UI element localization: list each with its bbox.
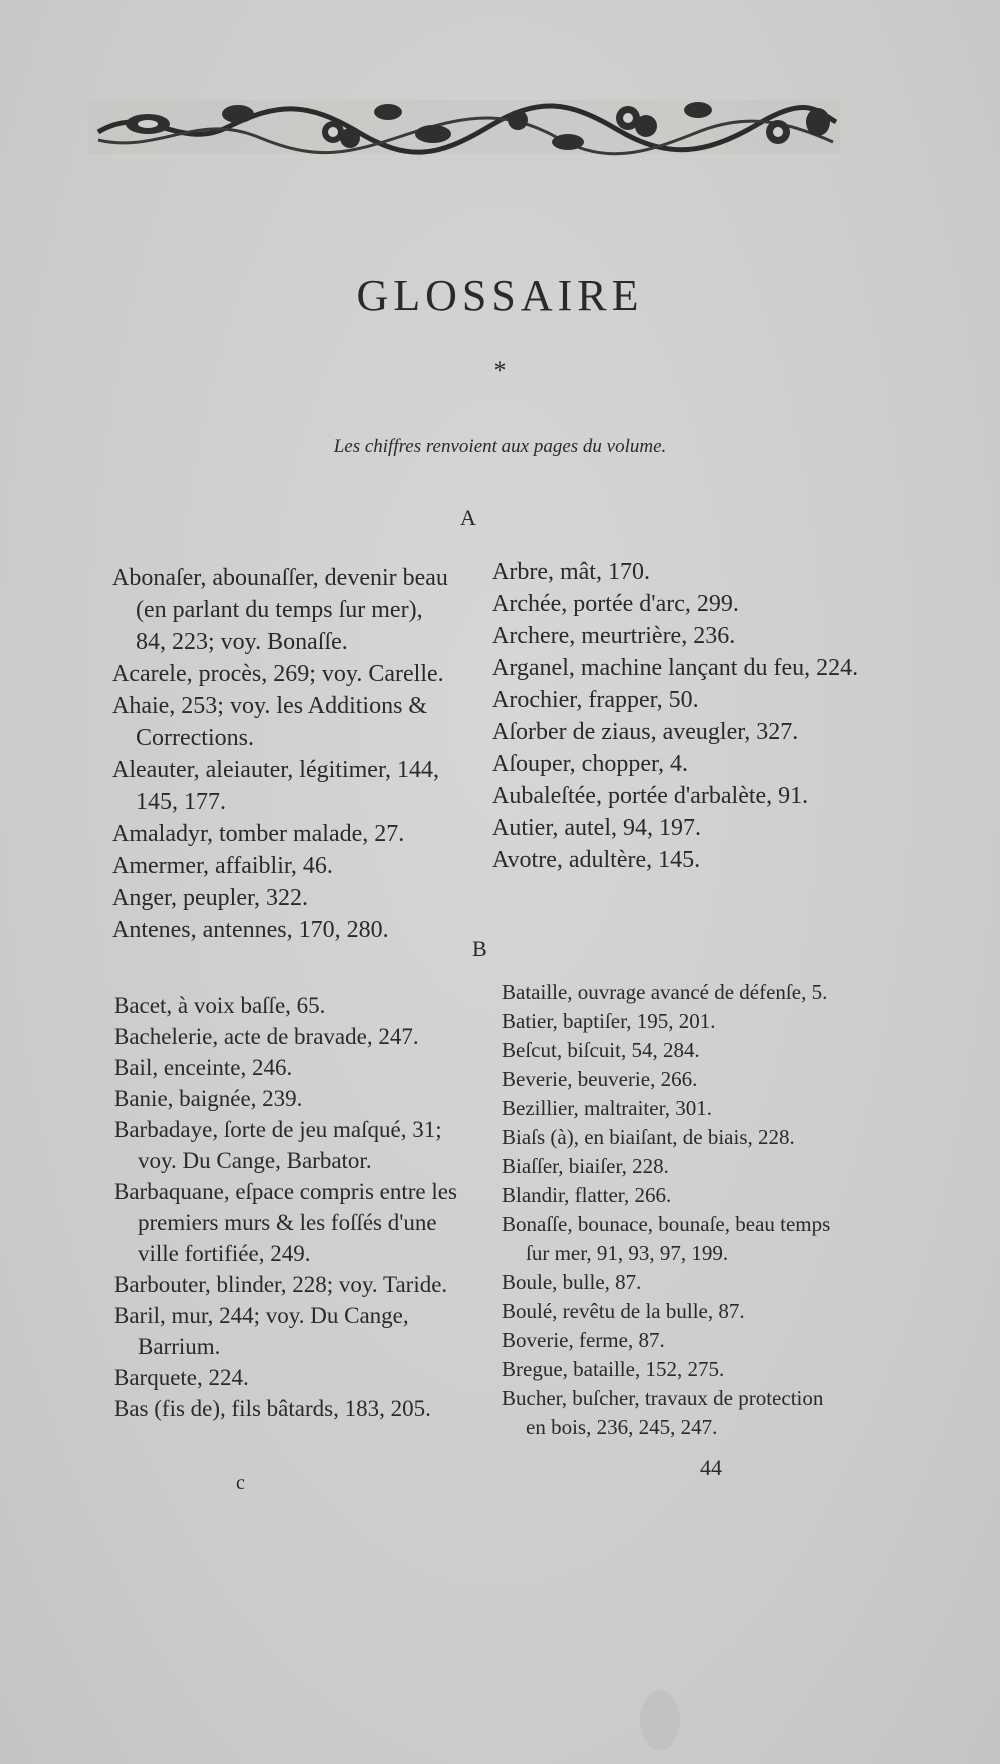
glossary-entry: Arbre, mât, 170. <box>492 559 650 585</box>
glossary-entry: Barbadaye, ſorte de jeu maſqué, 31; voy. Du Cange, Barbator. <box>114 1117 442 1173</box>
paper-stain <box>640 1690 680 1750</box>
glossary-entry: Aſouper, chopper, 4. <box>492 751 689 777</box>
glossary-entry: Baril, mur, 244; voy. Du Cange, Barrium. <box>114 1303 409 1359</box>
glossary-entry: Aubaleſtée, portée d'arbalète, 91. <box>492 783 809 809</box>
glossary-entry: Batier, baptiſer, 195, 201. <box>502 1009 716 1033</box>
glossary-entry: Acarele, procès, 269; voy. Carelle. <box>112 661 444 687</box>
glossary-entry: Aſorber de ziaus, aveugler, 327. <box>492 719 799 745</box>
glossary-entry: Autier, autel, 94, 197. <box>492 815 701 841</box>
glossary-entry: Bataille, ouvrage avancé de défenſe, 5. <box>502 980 828 1004</box>
glossary-entry: Barbaquane, eſpace compris entre les premiers murs & les foſſés d'une ville fortifiée, 249. <box>114 1179 457 1266</box>
glossary-entry: Bonaſſe, bounace, bounaſe, beau temps ſur mer, 91, 93, 97, 199. <box>502 1212 831 1265</box>
glossary-entry: Bachelerie, acte de bravade, 247. <box>114 1024 419 1049</box>
floral-headband-ornament <box>88 92 840 162</box>
glossary-entry: Barquete, 224. <box>114 1365 249 1390</box>
glossary-entry: Abonaſer, abounaſſer, devenir beau (en parlant du temps ſur mer), 84, 223; voy. Bonaſſe. <box>112 565 448 655</box>
glossary-entry: Banie, baignée, 239. <box>114 1086 303 1111</box>
glossary-entry: Avotre, adultère, 145. <box>492 847 701 873</box>
glossary-entry: Antenes, antennes, 170, 280. <box>112 917 389 943</box>
glossary-entry: Boverie, ferme, 87. <box>502 1328 665 1352</box>
section-a-left-column <box>112 562 452 946</box>
section-b-left-column <box>114 990 469 1424</box>
glossary-entry: Bas (fis de), fils bâtards, 183, 205. <box>114 1396 431 1421</box>
glossary-entry: Archere, meurtrière, 236. <box>492 623 736 649</box>
asterisk-separator: * <box>493 356 507 385</box>
section-a-right-column <box>492 556 872 876</box>
glossary-entry: Biaſſer, biaiſer, 228. <box>502 1154 669 1178</box>
glossary-entry: Bezillier, maltraiter, 301. <box>502 1096 712 1120</box>
glossary-entry: Amermer, affaiblir, 46. <box>112 853 333 879</box>
section-letter-a: A <box>460 505 476 530</box>
glossary-entry: Bucher, buſcher, travaux de protection en bois, 236, 245, 247. <box>502 1386 824 1439</box>
glossary-entry: Biaſs (à), en biaiſant, de biais, 228. <box>502 1125 795 1149</box>
glossary-entry: Barbouter, blinder, 228; voy. Taride. <box>114 1272 448 1297</box>
signature-mark: c <box>236 1472 245 1494</box>
glossary-entry: Ahaie, 253; voy. les Additions & Corrections. <box>112 693 428 751</box>
glossary-entry: Anger, peupler, 322. <box>112 885 309 911</box>
page-number: 44 <box>700 1455 722 1480</box>
glossary-entry: Arochier, frapper, 50. <box>492 687 699 713</box>
glossary-entry: Arganel, machine lançant du feu, 224. <box>492 655 859 681</box>
page-note: Les chiffres renvoient aux pages du volume. <box>333 436 667 457</box>
section-letter-b: B <box>472 936 487 961</box>
glossary-entry: Beſcut, biſcuit, 54, 284. <box>502 1038 700 1062</box>
glossary-entry: Beverie, beuverie, 266. <box>502 1067 698 1091</box>
glossary-entry: Bregue, bataille, 152, 275. <box>502 1357 725 1381</box>
glossary-entry: Archée, portée d'arc, 299. <box>492 591 739 617</box>
glossary-entry: Boulé, revêtu de la bulle, 87. <box>502 1299 745 1323</box>
glossary-entry: Bail, enceinte, 246. <box>114 1055 293 1080</box>
glossary-entry: Blandir, flatter, 266. <box>502 1183 672 1207</box>
glossary-entry: Boule, bulle, 87. <box>502 1270 642 1294</box>
glossary-entry: Amaladyr, tomber malade, 27. <box>112 821 405 847</box>
glossary-entry: Aleauter, aleiauter, légitimer, 144, 145, 177. <box>112 757 439 815</box>
page-title: GLOSSAIRE <box>356 271 644 320</box>
section-b-right-column <box>502 978 842 1442</box>
glossary-entry: Bacet, à voix baſſe, 65. <box>114 993 326 1018</box>
